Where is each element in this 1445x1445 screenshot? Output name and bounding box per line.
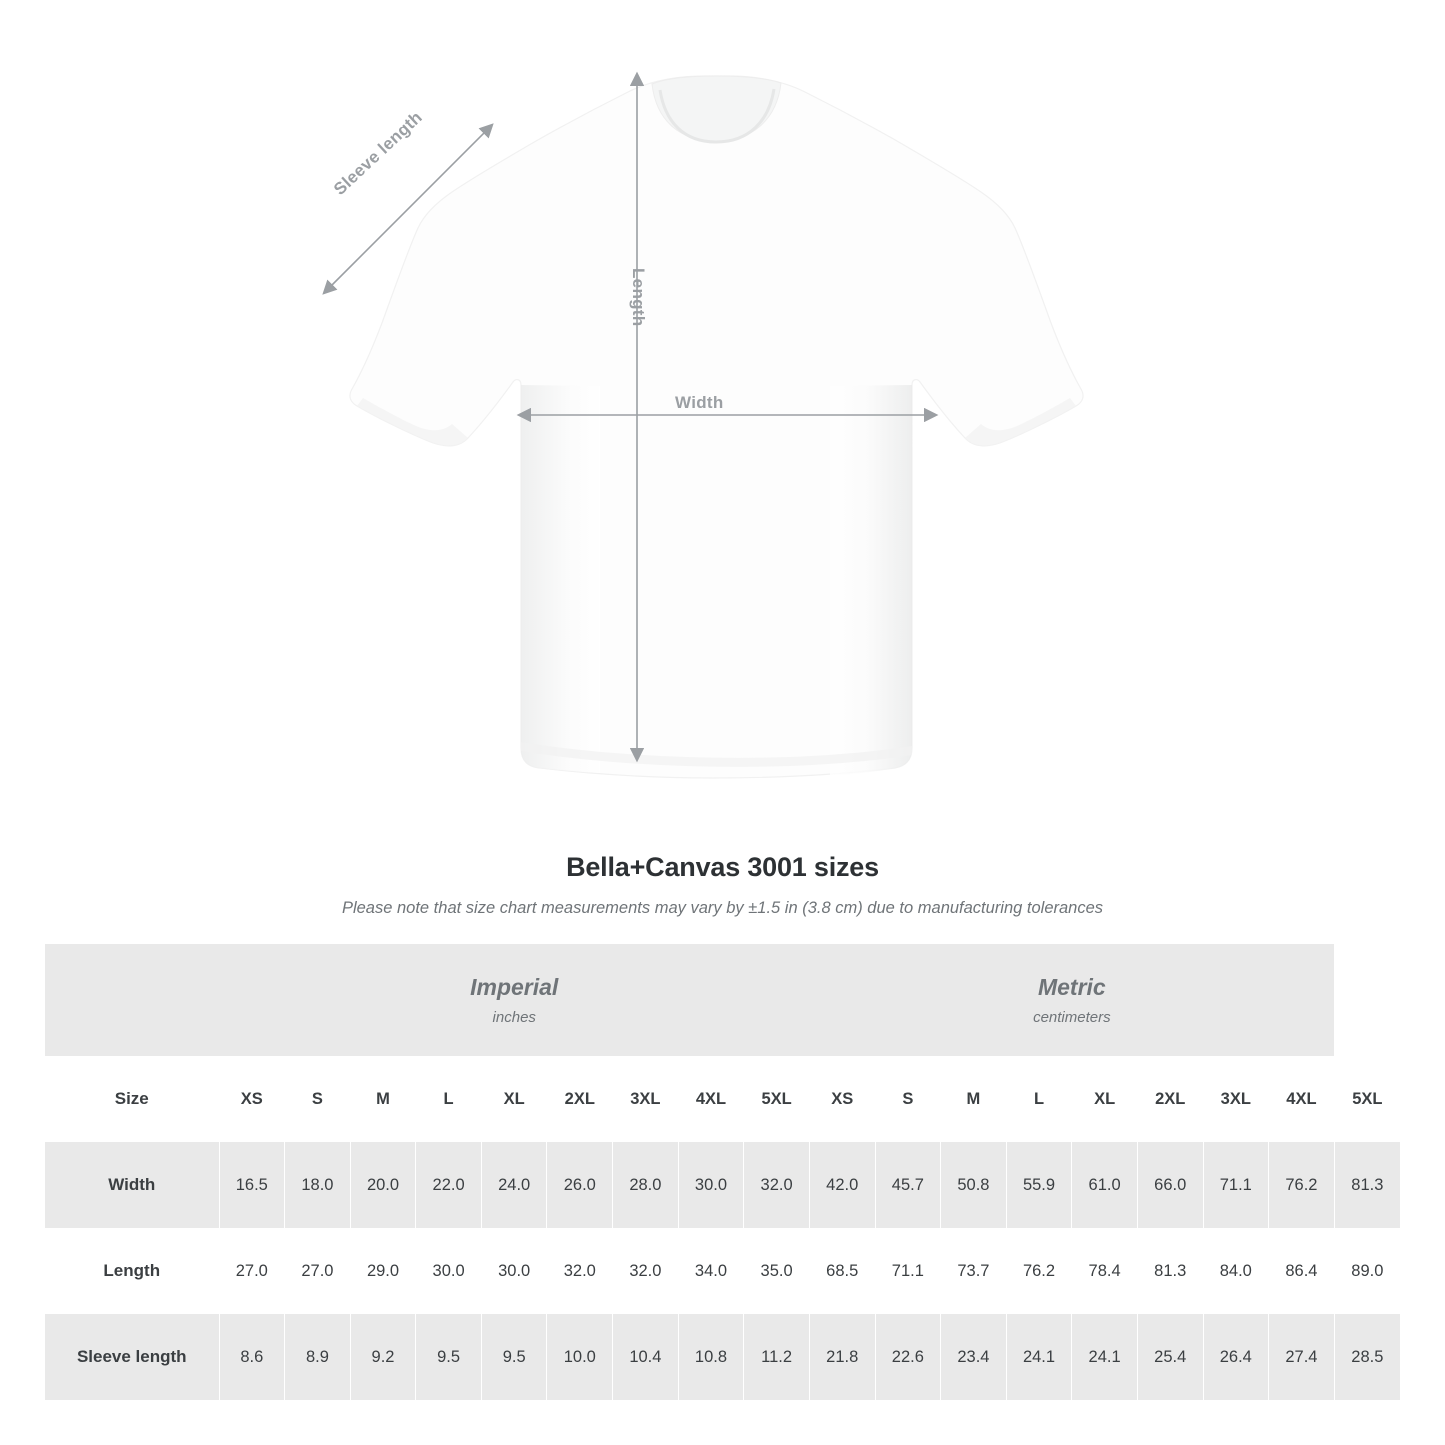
table-header-row [45, 1056, 1400, 1142]
cell-length: 30.0 [416, 1228, 482, 1314]
header-cell: 4XL [1269, 1056, 1335, 1142]
cell-sleeve-length: 22.6 [875, 1314, 941, 1400]
cell-sleeve-length: 9.5 [481, 1314, 547, 1400]
cell-sleeve-length: 23.4 [941, 1314, 1007, 1400]
cell-width: 61.0 [1072, 1142, 1138, 1228]
header-cell: L [416, 1056, 482, 1142]
width-label: Width [675, 393, 724, 412]
header-cell: 5XL [744, 1056, 810, 1142]
cell-length: 76.2 [1006, 1228, 1072, 1314]
cell-sleeve-length: 28.5 [1334, 1314, 1400, 1400]
cell-width: 55.9 [1006, 1142, 1072, 1228]
cell-length: 29.0 [350, 1228, 416, 1314]
length-label: Length [629, 268, 648, 327]
cell-length: 68.5 [809, 1228, 875, 1314]
unit-group-metric-sub: centimeters [1033, 1009, 1111, 1026]
row-label-width: Width [45, 1142, 219, 1228]
cell-length: 32.0 [547, 1228, 613, 1314]
cell-sleeve-length: 10.0 [547, 1314, 613, 1400]
header-cell: XL [481, 1056, 547, 1142]
header-cell: M [350, 1056, 416, 1142]
table-row [45, 1314, 1400, 1400]
header-cell: 5XL [1334, 1056, 1400, 1142]
cell-width: 30.0 [678, 1142, 744, 1228]
cell-width: 16.5 [219, 1142, 285, 1228]
cell-length: 73.7 [941, 1228, 1007, 1314]
table-row [45, 1142, 1400, 1228]
row-label-sleeve-length: Sleeve length [45, 1314, 219, 1400]
header-cell: XS [219, 1056, 285, 1142]
table-row [45, 1228, 1400, 1314]
cell-sleeve-length: 25.4 [1137, 1314, 1203, 1400]
cell-length: 81.3 [1137, 1228, 1203, 1314]
cell-length: 30.0 [481, 1228, 547, 1314]
cell-width: 71.1 [1203, 1142, 1269, 1228]
size-table [45, 944, 1400, 1400]
page-title: Bella+Canvas 3001 sizes [566, 852, 879, 882]
cell-sleeve-length: 10.4 [613, 1314, 679, 1400]
cell-length: 89.0 [1334, 1228, 1400, 1314]
cell-width: 24.0 [481, 1142, 547, 1228]
cell-sleeve-length: 11.2 [744, 1314, 810, 1400]
cell-sleeve-length: 21.8 [809, 1314, 875, 1400]
cell-length: 34.0 [678, 1228, 744, 1314]
cell-sleeve-length: 9.5 [416, 1314, 482, 1400]
cell-width: 45.7 [875, 1142, 941, 1228]
cell-length: 35.0 [744, 1228, 810, 1314]
cell-length: 27.0 [219, 1228, 285, 1314]
header-cell: L [1006, 1056, 1072, 1142]
cell-sleeve-length: 24.1 [1072, 1314, 1138, 1400]
cell-width: 66.0 [1137, 1142, 1203, 1228]
cell-width: 18.0 [285, 1142, 351, 1228]
cell-length: 32.0 [613, 1228, 679, 1314]
unit-group-metric [809, 944, 1334, 1056]
header-cell: S [875, 1056, 941, 1142]
cell-sleeve-length: 9.2 [350, 1314, 416, 1400]
unit-group-header-row [45, 944, 1400, 1056]
cell-length: 84.0 [1203, 1228, 1269, 1314]
header-cell: M [941, 1056, 1007, 1142]
cell-width: 76.2 [1269, 1142, 1335, 1228]
cell-length: 71.1 [875, 1228, 941, 1314]
header-size-label: Size [45, 1056, 219, 1142]
cell-width: 28.0 [613, 1142, 679, 1228]
row-label-length: Length [45, 1228, 219, 1314]
cell-sleeve-length: 8.9 [285, 1314, 351, 1400]
cell-width: 42.0 [809, 1142, 875, 1228]
cell-sleeve-length: 27.4 [1269, 1314, 1335, 1400]
unit-group-spacer [45, 944, 219, 1056]
size-table-wrapper [45, 944, 1400, 1400]
cell-length: 86.4 [1269, 1228, 1335, 1314]
header-cell: 4XL [678, 1056, 744, 1142]
cell-width: 50.8 [941, 1142, 1007, 1228]
cell-length: 27.0 [285, 1228, 351, 1314]
unit-group-imperial [219, 944, 809, 1056]
cell-sleeve-length: 24.1 [1006, 1314, 1072, 1400]
header-cell: 3XL [613, 1056, 679, 1142]
cell-sleeve-length: 8.6 [219, 1314, 285, 1400]
header-cell: 2XL [547, 1056, 613, 1142]
header-cell: 2XL [1137, 1056, 1203, 1142]
cell-width: 81.3 [1334, 1142, 1400, 1228]
cell-sleeve-length: 10.8 [678, 1314, 744, 1400]
cell-sleeve-length: 26.4 [1203, 1314, 1269, 1400]
header-cell: XL [1072, 1056, 1138, 1142]
cell-width: 32.0 [744, 1142, 810, 1228]
cell-width: 26.0 [547, 1142, 613, 1228]
cell-width: 20.0 [350, 1142, 416, 1228]
unit-group-imperial-title: Imperial [470, 974, 559, 1000]
cell-width: 22.0 [416, 1142, 482, 1228]
header-cell: S [285, 1056, 351, 1142]
header-cell: 3XL [1203, 1056, 1269, 1142]
header-cell: XS [809, 1056, 875, 1142]
cell-length: 78.4 [1072, 1228, 1138, 1314]
unit-group-metric-title: Metric [1037, 974, 1106, 1000]
title-block [0, 852, 1445, 918]
sleeve-length-label: Sleeve length [330, 107, 426, 199]
tolerance-note: Please note that size chart measurements may vary by ±1.5 in (3.8 cm) due to manufacturing tolerances [341, 899, 1104, 917]
tshirt-shape [350, 76, 1083, 778]
unit-group-imperial-sub: inches [492, 1009, 536, 1026]
